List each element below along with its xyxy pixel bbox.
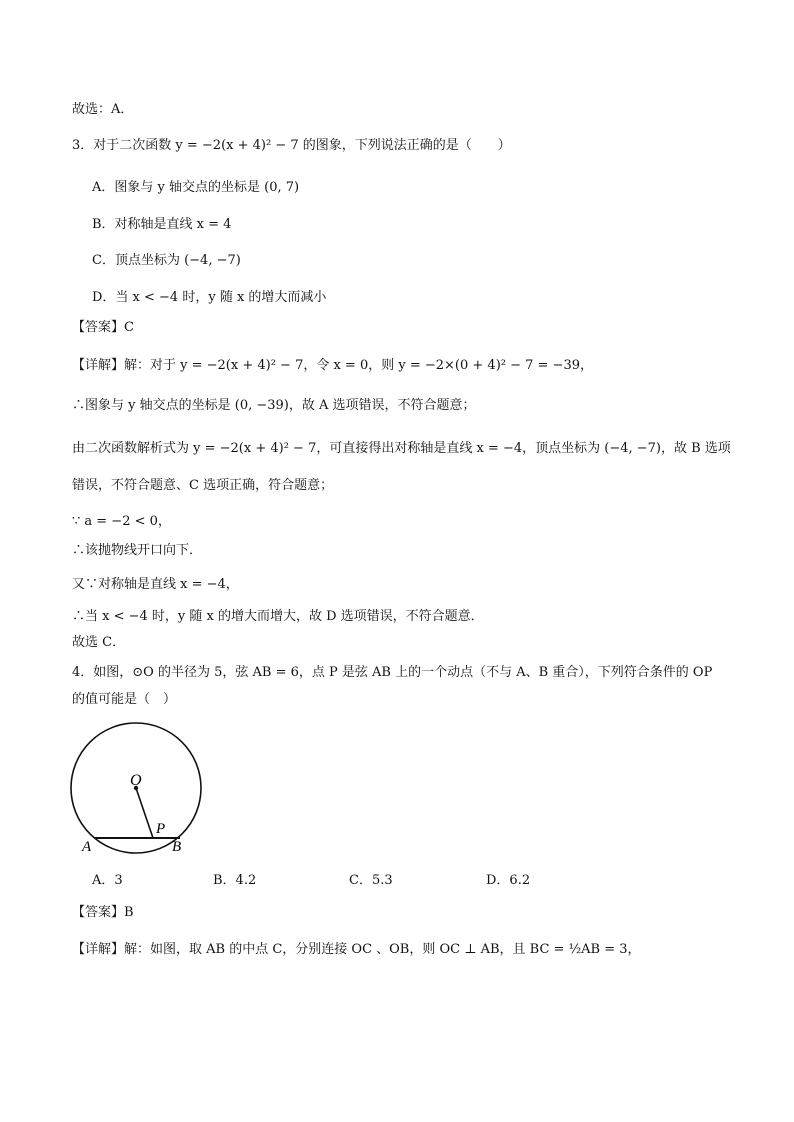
explanation-line: 又∵对称轴是直线 x = −4， xyxy=(72,577,239,592)
question-4-stem: 的值可能是（ ） xyxy=(72,692,177,707)
label-b: B xyxy=(172,839,182,855)
question-3-option-c: C．顶点坐标为 (−4, −7) xyxy=(92,253,241,268)
question-4-option-a: A．3 xyxy=(92,873,123,888)
segment-op xyxy=(136,788,153,838)
label-a: A xyxy=(82,839,92,855)
explanation-line: ∴当 x < −4 时，y 随 x 的增大而增大，故 D 选项错误，不符合题意． xyxy=(72,609,484,624)
label-p: P xyxy=(156,821,166,837)
label-o: O xyxy=(130,772,142,789)
explanation-line: ∴该抛物线开口向下． xyxy=(72,543,203,558)
explanation-line: 由二次函数解析式为 y = −2(x + 4)² − 7，可直接得出对称轴是直线 x = −4，顶点坐标为 (−4, −7)，故 B 选项 xyxy=(72,441,731,456)
question-4-option-d: D．6.2 xyxy=(486,873,531,888)
question-3-option-d: D．当 x < −4 时，y 随 x 的增大而减小 xyxy=(92,290,327,305)
question-3-stem: 3．对于二次函数 y = −2(x + 4)² − 7 的图象，下列说法正确的是（ ） xyxy=(72,138,511,153)
question-4-stem: 4．如图，⊙O 的半径为 5，弦 AB = 6，点 P 是弦 AB 上的一个动点（不与 A、B 重合），下列符合条件的 OP xyxy=(72,665,713,680)
explanation-line: 【详解】解：对于 y = −2(x + 4)² − 7，令 x = 0，则 y = −2×(0 + 4)² − 7 = −39， xyxy=(72,358,593,373)
explanation-line: ∴图象与 y 轴交点的坐标是 (0, −39)，故 A 选项错误，不符合题意； xyxy=(72,398,476,413)
text-line: 故选：A． xyxy=(72,102,134,117)
explanation-line: 错误，不符合题意、C 选项正确，符合题意； xyxy=(72,478,334,493)
question-4-option-b: B．4.2 xyxy=(213,873,257,888)
explanation-line: 【详解】解：如图，取 AB 的中点 C，分别连接 OC 、OB，则 OC ⊥ AB，且 BC = ½AB = 3， xyxy=(72,942,641,957)
circle-figure xyxy=(60,715,220,860)
answer-label: 【答案】C xyxy=(72,320,134,335)
question-4-option-c: C．5.3 xyxy=(349,873,393,888)
question-3-option-a: A．图象与 y 轴交点的坐标是 (0, 7) xyxy=(92,180,300,195)
text-line: 故选 C． xyxy=(72,635,126,650)
question-3-option-b: B．对称轴是直线 x = 4 xyxy=(92,217,232,232)
answer-label: 【答案】B xyxy=(72,905,134,920)
explanation-line: ∵ a = −2 < 0， xyxy=(72,514,171,529)
